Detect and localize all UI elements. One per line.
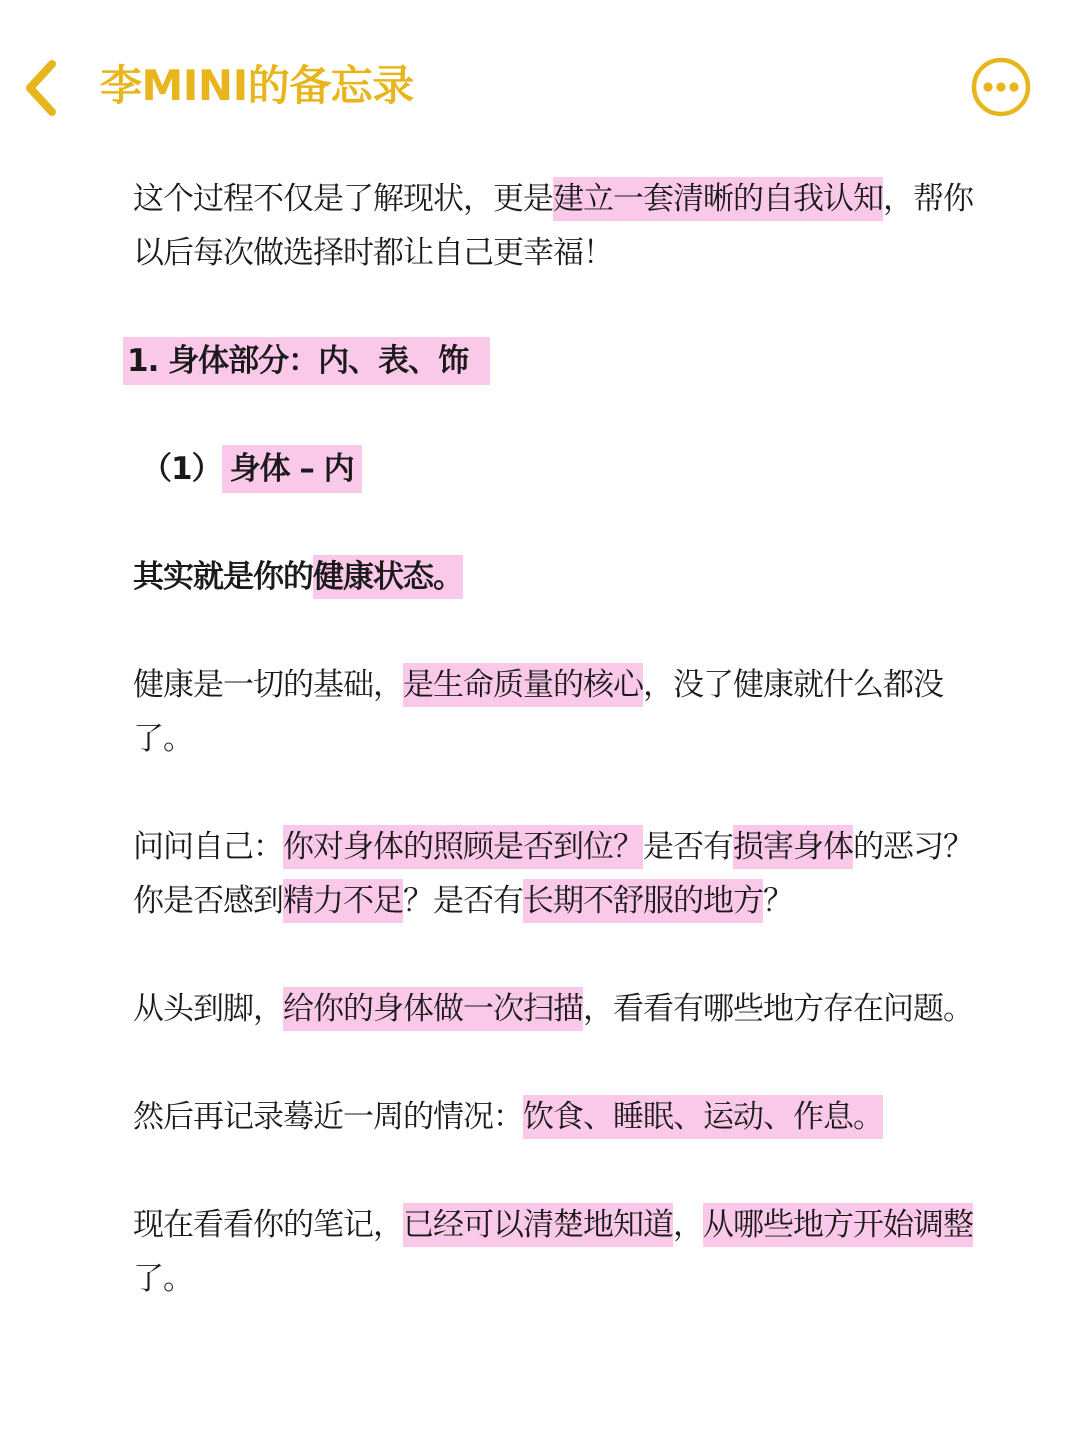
text-segment: 然后再记录蓦近一周的情况： <box>133 1099 523 1135</box>
text-segment: 健康是一切的基础， <box>133 667 403 703</box>
text-segment: 现在看看你的笔记， <box>133 1207 403 1243</box>
back-button[interactable] <box>14 52 74 124</box>
more-horizontal-icon <box>968 54 1034 120</box>
paragraph-scan <box>133 982 973 1036</box>
page-title: 李MINI的备忘录 <box>100 61 414 110</box>
note-body <box>127 172 973 1360</box>
text-segment: 是否有 <box>643 829 733 865</box>
highlight-segment: 是生命质量的核心 <box>403 663 643 707</box>
text-segment: 的恶习？你是否感到 <box>133 829 973 919</box>
nav-header <box>0 0 1080 170</box>
text-segment: 从头到脚， <box>133 991 283 1027</box>
highlight-segment: 精力不足 <box>283 879 403 923</box>
highlight-heading: 1. 身体部分：内、表、饰 <box>123 337 490 385</box>
text-segment: 其实就是你的 <box>133 559 313 595</box>
highlight-segment: 长期不舒服的地方 <box>523 879 763 923</box>
highlight-subheading: 身体 – 内 <box>222 445 362 493</box>
chevron-left-icon <box>14 52 74 124</box>
text-segment: 了。 <box>133 1261 193 1297</box>
text-segment: ， <box>673 1207 703 1243</box>
paragraph-conclusion <box>133 1198 973 1306</box>
highlight-segment: 饮食、睡眠、运动、作息。 <box>523 1095 883 1139</box>
paragraph-health-state <box>133 550 973 604</box>
text-segment: 这个过程不仅是了解现状，更是 <box>133 181 553 217</box>
highlight-segment: 损害身体 <box>733 825 853 869</box>
highlight-segment: 建立一套清晰的自我认知 <box>553 177 883 221</box>
text-segment: ，没了健康就什么都没了。 <box>133 667 943 757</box>
section-heading <box>127 334 973 388</box>
text-segment: ，看看有哪些地方存在问题。 <box>583 991 973 1027</box>
text-segment: ，帮你以后每次做选择时都让自己更幸福！ <box>133 181 973 271</box>
more-options-button[interactable] <box>968 54 1034 120</box>
highlight-segment: 已经可以清楚地知道 <box>403 1203 673 1247</box>
highlight-segment: 从哪些地方开始调整 <box>703 1203 973 1247</box>
paragraph-intro <box>133 172 973 280</box>
subsection-heading <box>133 442 973 496</box>
paragraph-record <box>133 1090 973 1144</box>
text-segment: ？ <box>763 883 793 919</box>
highlight-segment: 健康状态。 <box>313 555 463 599</box>
text-segment: ？是否有 <box>403 883 523 919</box>
paragraph-questions <box>133 820 973 928</box>
highlight-segment: 给你的身体做一次扫描 <box>283 987 583 1031</box>
highlight-segment: 你对身体的照顾是否到位？ <box>283 825 643 869</box>
text-segment: 问问自己： <box>133 829 283 865</box>
subsection-number: （1） <box>141 451 222 487</box>
paragraph-health-basis <box>133 658 973 766</box>
